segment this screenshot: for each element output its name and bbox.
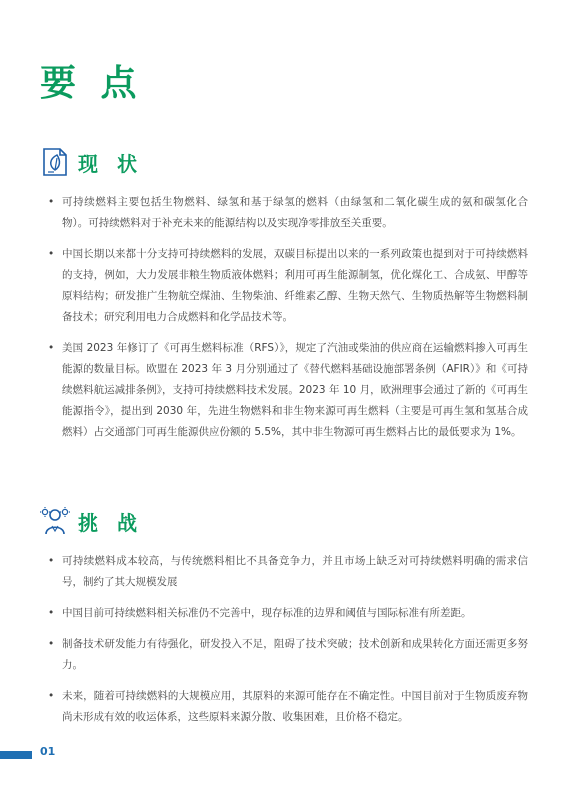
- list-item: • 可持续燃料主要包括生物燃料、绿氢和基于绿氢的燃料（由绿氢和二氧化碳生成的氨和碳氢化合物）。可持续燃料对于补充未来的能源结构以及实现净零排放至关重要。: [48, 192, 528, 234]
- list-item: • 中国长期以来都十分支持可持续燃料的发展，双碳目标提出以来的一系列政策也提到对于可持续燃料的支持，例如，大力发展非粮生物质液体燃料；利用可再生能源制氢，优化煤化工、合成氨、甲醇等原料结构；研发推广生物航空煤油、生物柴油、纤维素乙醇、生物天然气、生物质热解等生物燃料制备技术；研究利用电力合成燃料和化学品技术等。: [48, 244, 528, 328]
- page-title: 要 点: [40, 63, 143, 104]
- footer-bar: [0, 751, 32, 759]
- section-title-challenge: 挑 战: [78, 510, 143, 535]
- list-item: • 制备技术研发能力有待强化，研发投入不足，阻碍了技术突破；技术创新和成果转化方面还需更多努力。: [48, 634, 528, 676]
- section-title-status: 现 状: [78, 151, 143, 176]
- status-list: [48, 192, 528, 453]
- list-item: • 未来，随着可持续燃料的大规模应用，其原料的来源可能存在不确定性。中国目前对于生物质废弃物尚未形成有效的收运体系，这些原料来源分散、收集困难，且价格不稳定。: [48, 686, 528, 728]
- list-item: • 中国目前可持续燃料相关标准仍不完善中，现存标准的边界和阈值与国际标准有所差距。: [48, 603, 528, 624]
- leaf-document-icon: [40, 146, 70, 178]
- section-header-challenge: [40, 504, 143, 538]
- person-gears-icon: [40, 505, 70, 537]
- challenge-list: [48, 551, 528, 738]
- list-item: • 可持续燃料成本较高，与传统燃料相比不具备竞争力，并且市场上缺乏对可持续燃料明确的需求信号，制约了其大规模发展: [48, 551, 528, 593]
- list-item: • 美国 2023 年修订了《可再生燃料标准（RFS）》，规定了汽油或柴油的供应商在运输燃料掺入可再生能源的数量目标。欧盟在 2023 年 3 月分别通过了《替代燃料基础设施部署条例（AFIR）》和《可持续燃料航运减排条例》，支持可持续燃料技术发展。2023 年 10 月，欧洲理事会通过了新的《可再生能源指令》，提出到 2030 年，先进生物燃料和非生物来源可再生燃料（主要是可再生氢和氢基合成燃料）占交通部门可再生能源供应份额的 5.5%，其中非生物源可再生燃料占比的最低要求为 1%。: [48, 338, 528, 443]
- page-number: 01: [40, 745, 56, 758]
- section-header-status: [40, 145, 143, 179]
